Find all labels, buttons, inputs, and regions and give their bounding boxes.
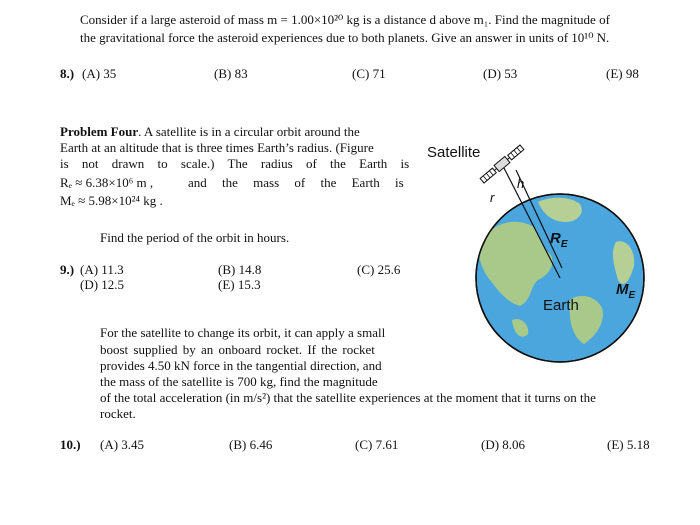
q8-choice-b[interactable]: (B) 83 bbox=[214, 66, 248, 81]
q9-choice-d[interactable]: (D) 12.5 bbox=[80, 277, 125, 292]
q9-choice-b[interactable]: (B) 14.8 bbox=[218, 262, 262, 277]
q9-number: 9.) bbox=[60, 262, 75, 277]
satellite-label: Satellite bbox=[427, 144, 481, 161]
problem4-line1: Problem Four. A satellite is in a circular orbit around the bbox=[60, 124, 360, 139]
re-label: $R_E$ bbox=[550, 230, 568, 250]
r-label: r bbox=[490, 190, 495, 205]
q8-prompt-line2: the gravitational force the asteroid experiences due to both planets. Give an answer in units of 10¹⁰ N. bbox=[80, 30, 610, 45]
problem4-mass-eq: Mₑ ≈ 5.98×10²⁴ kg . bbox=[60, 193, 163, 208]
problem4-radius-tail: and the mass of the Earth is bbox=[188, 175, 404, 190]
q10-number: 10.) bbox=[60, 437, 81, 452]
earth-label: Earth bbox=[543, 297, 579, 314]
q10-line5: of the total acceleration (in m/s²) that the satellite experiences at the moment that it turns on the bbox=[100, 390, 596, 405]
q10-choice-b[interactable]: (B) 6.46 bbox=[229, 437, 273, 452]
q10-line2: boost supplied by an onboard rocket. If the rocket bbox=[100, 342, 375, 357]
satellite-earth-figure bbox=[420, 130, 660, 365]
q8-prompt-line1: Consider if a large asteroid of mass m = 1.00×10²⁰ kg is a distance d above m₁. Find the magnitude of bbox=[80, 12, 610, 27]
q8-choice-a[interactable]: (A) 35 bbox=[82, 66, 117, 81]
q10-choice-c[interactable]: (C) 7.61 bbox=[355, 437, 399, 452]
q9-choice-e[interactable]: (E) 15.3 bbox=[218, 277, 261, 292]
q10-line6: rocket. bbox=[100, 406, 136, 421]
q10-line3: provides 4.50 kN force in the tangential direction, and bbox=[100, 358, 382, 373]
problem4-radius-eq: Rₑ ≈ 6.38×10⁶ m , bbox=[60, 175, 154, 190]
q10-line1: For the satellite to change its orbit, it can apply a small bbox=[100, 325, 386, 340]
me-label: $M_E$ bbox=[616, 281, 636, 301]
problem4-title: Problem Four bbox=[60, 124, 139, 139]
q10-line4: the mass of the satellite is 700 kg, find the magnitude bbox=[100, 374, 378, 389]
q9-choice-a[interactable]: (A) 11.3 bbox=[80, 262, 124, 277]
h-label: h bbox=[517, 176, 525, 191]
q10-choice-e[interactable]: (E) 5.18 bbox=[607, 437, 650, 452]
q10-choice-d[interactable]: (D) 8.06 bbox=[481, 437, 526, 452]
q8-choice-e[interactable]: (E) 98 bbox=[606, 66, 639, 81]
problem4-line3: is not drawn to scale.) The radius of the Earth is bbox=[60, 156, 410, 171]
q8-number: 8.) bbox=[60, 66, 75, 81]
q9-choice-c[interactable]: (C) 25.6 bbox=[357, 262, 401, 277]
q8-choice-c[interactable]: (C) 71 bbox=[352, 66, 386, 81]
q10-choice-a[interactable]: (A) 3.45 bbox=[100, 437, 145, 452]
q8-choice-d[interactable]: (D) 53 bbox=[483, 66, 518, 81]
problem4-find: Find the period of the orbit in hours. bbox=[100, 230, 290, 245]
problem4-line2: Earth at an altitude that is three times Earth’s radius. (Figure bbox=[60, 140, 374, 155]
